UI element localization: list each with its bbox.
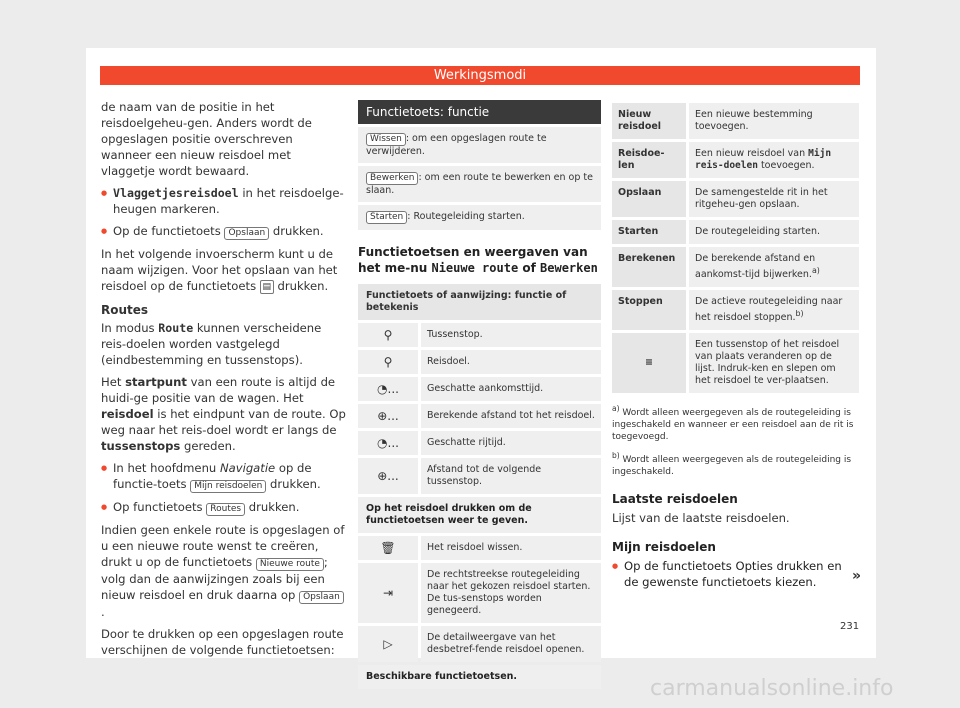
timer-icon: ◔...	[358, 431, 418, 455]
icon-table	[358, 284, 601, 689]
destination-icon: ⚲	[358, 350, 418, 374]
waypoint-icon: ⚲	[358, 323, 418, 347]
drag-handle-icon: ≡	[612, 333, 686, 393]
table-row: Bewerken : om een route te bewerken en op te slaan.	[358, 166, 601, 202]
opslaan-key: Opslaan	[299, 591, 344, 604]
table-row: ⊕... Afstand tot de volgende tussenstop.	[358, 458, 601, 494]
heading-mijn-reisdoelen: Mijn reisdoelen	[612, 540, 716, 555]
routes-key: Routes	[206, 503, 245, 516]
table-header: Functietoets of aanwijzing: functie of betekenis	[358, 284, 601, 320]
table-footer: Beschikbare functietoetsen.	[358, 665, 601, 689]
table-row: ◔... Geschatte rijtijd.	[358, 431, 601, 455]
table-row: Reisdoe-len Een nieuw reisdoel van Mijn reis-doelen toevoegen.	[612, 142, 859, 178]
play-icon: ▷	[358, 626, 418, 662]
heading-laatste-reisdoelen: Laatste reisdoelen	[612, 492, 738, 507]
section-header: Werkingsmodi	[100, 66, 860, 85]
table-title: Functietoets: functie	[358, 100, 601, 124]
heading-routes: Routes	[101, 303, 149, 317]
paragraph: de naam van de positie in het reisdoelgeheu-gen. Anders wordt de opgeslagen positie overschreven wanneer een nieuw reisdoel met vlaggetje wordt bewaard.	[101, 100, 312, 178]
page-number: 231	[840, 621, 860, 632]
paragraph: Lijst van de laatste reisdoelen.	[612, 511, 790, 526]
mijn-reisdoelen-key: Mijn reisdoelen	[190, 480, 266, 493]
table-row: Nieuw reisdoel Een nieuwe bestemming toevoegen.	[612, 103, 859, 139]
distance-icon: ⊕...	[358, 458, 418, 494]
column-right	[612, 100, 862, 590]
table-row: ⊕... Berekende afstand tot het reisdoel.	[358, 404, 601, 428]
trash-icon: 🗑	[358, 536, 418, 560]
table-row: ◔... Geschatte aankomsttijd.	[358, 377, 601, 401]
paragraph: Door te drukken op een opgeslagen route verschijnen de volgende functietoetsen:	[101, 627, 344, 657]
table-row: Opslaan De samengestelde rit in het ritgeheu-gen opslaan.	[612, 181, 859, 217]
table-row: Starten De routegeleiding starten.	[612, 220, 859, 244]
bullet-item: ● In het hoofdmenu Navigatie op de functie-toets Mijn reisdoelen drukken.	[101, 460, 346, 493]
opslaan-key: Opslaan	[224, 227, 269, 240]
clock-icon: ◔...	[358, 377, 418, 401]
table-row: ⚲ Tussenstop.	[358, 323, 601, 347]
footnotes: $^{a)}$ Wordt alleen weergegeven als de routegeleiding is ingeschakeld en wanneer er een reisdoel aan de rit is toegevoegd. $^{b)}$ Wordt alleen weergegeven als de routegeleiding is ingeschakeld.	[612, 404, 854, 478]
table-row: ⚲ Reisdoel.	[358, 350, 601, 374]
table-row: Starten : Routegeleiding starten.	[358, 205, 601, 230]
table-subheader: Op het reisdoel drukken om de functietoetsen weer te geven.	[358, 497, 601, 533]
save-icon: ▤	[260, 280, 274, 294]
paragraph: In het volgende invoerscherm kunt u de naam wijzigen. Voor het opslaan van het reisdoel op de functietoets ▤ drukken.	[101, 247, 338, 293]
paragraph: Indien geen enkele route is opgeslagen of u een nieuwe route wenst te creëren, drukt u op de functietoets Nieuwe route ; volg dan de aanwijzingen zoals bij een nieuw reisdoel en druk daarna op Opslaan.	[101, 523, 345, 619]
nieuwe-route-key: Nieuwe route	[256, 558, 324, 571]
bullet-item: ● Vlaggetjesreisdoel in het reisdoelge-heugen markeren.	[101, 185, 346, 217]
direct-route-icon: ⇥	[358, 563, 418, 623]
table-row: ⇥ De rechtstreekse routegeleiding naar het gekozen reisdoel starten. De tus-senstops worden genegeerd.	[358, 563, 601, 623]
table-row: Stoppen De actieve routegeleiding naar het reisdoel stoppen.$^{b)}$	[612, 290, 859, 330]
bullet-item: ● Op de functietoets Opslaan drukken.	[101, 223, 346, 240]
column-left	[101, 99, 346, 664]
table-row: Wissen : om een opgeslagen route te verwijderen.	[358, 127, 601, 163]
bullet-item: ● Op functietoets Routes drukken.	[101, 499, 346, 516]
continue-marker: »	[852, 568, 862, 584]
table-row: ▷ De detailweergave van het desbetref-fende reisdoel openen.	[358, 626, 601, 662]
section-heading: Functietoetsen en weergaven van het me-nu Nieuwe route of Bewerken	[358, 245, 598, 275]
watermark: carmanualsonline.info	[650, 676, 894, 701]
bullet-item: ● Op de functietoets Opties drukken en de gewenste functietoets kiezen.	[612, 558, 859, 590]
column-middle	[358, 100, 601, 689]
paragraph: In modus Route kunnen verscheidene reis-doelen worden vastgelegd (eindbestemming en tussenstops).	[101, 321, 322, 367]
paragraph: Het startpunt van een route is altijd de huidi-ge positie van de wagen. Het reisdoel is het eindpunt van de route. Op weg naar het reis-doel wordt er langs de tussenstops gereden.	[101, 375, 346, 453]
table-row: Berekenen De berekende afstand en aankomst-tijd bijwerken.$^{a)}$	[612, 247, 859, 287]
table-row: 🗑 Het reisdoel wissen.	[358, 536, 601, 560]
distance-icon: ⊕...	[358, 404, 418, 428]
table-row: ≡ Een tussenstop of het reisdoel van plaats veranderen op de lijst. Indruk-ken en slepen om het reisdoel te ver-plaatsen.	[612, 333, 859, 393]
